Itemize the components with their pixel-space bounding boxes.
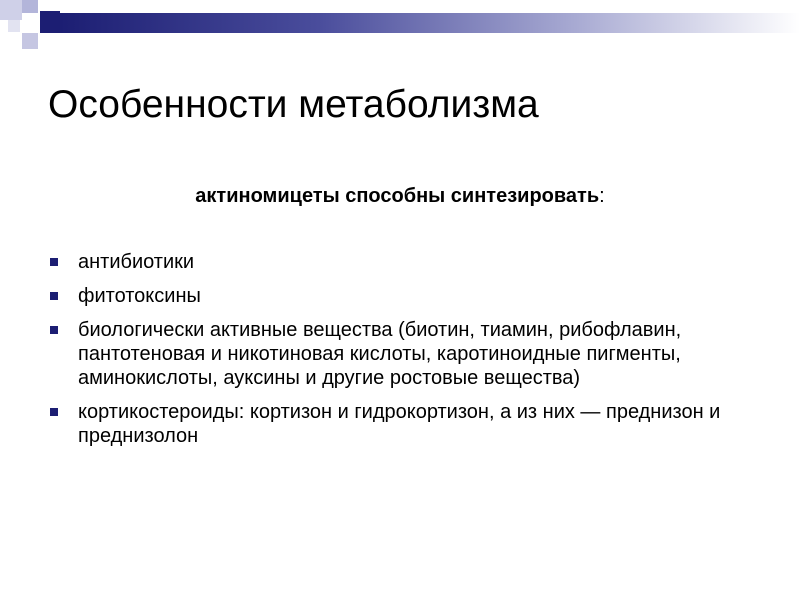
list-item <box>48 400 768 448</box>
square-bullet-icon <box>50 292 58 300</box>
square-bullet-icon <box>50 326 58 334</box>
square-bullet-icon <box>50 258 58 266</box>
list-item-text: биологически активные вещества (биотин, тиамин, рибофлавин, пантотеновая и никотиновая кислоты, каротиноидные пигменты, аминокислоты, ауксины и другие ростовые вещества) <box>78 319 682 389</box>
lead-bold-text: актиномицеты способны синтезировать <box>195 185 600 207</box>
square-bullet-icon <box>50 408 58 416</box>
decorative-square <box>22 0 38 13</box>
list-item-text: фитотоксины <box>78 285 201 307</box>
header-gradient-bar <box>60 13 800 33</box>
bullet-list <box>48 250 768 458</box>
list-item-text: антибиотики <box>78 251 195 273</box>
decorative-square <box>0 0 22 20</box>
list-item <box>48 250 768 274</box>
list-item-text: кортикостероиды: кортизон и гидрокортизон, а из них — преднизон и преднизолон <box>78 401 721 447</box>
list-item <box>48 318 768 390</box>
lead-colon: : <box>599 185 605 207</box>
lead-line <box>0 182 800 210</box>
decorative-square <box>8 20 20 32</box>
list-item <box>48 284 768 308</box>
slide-title: Особенности метаболизма <box>48 83 539 126</box>
decorative-square <box>22 33 38 49</box>
decorative-square <box>40 11 60 33</box>
